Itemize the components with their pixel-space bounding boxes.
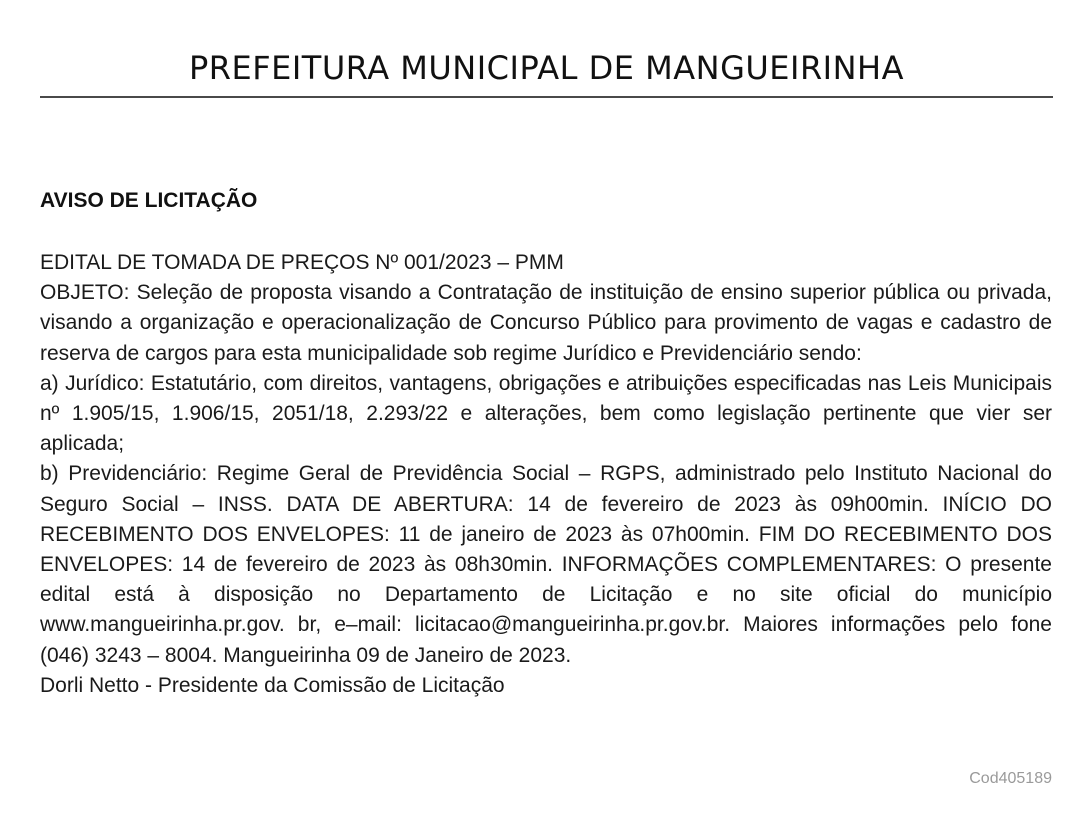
signature-line: Dorli Netto - Presidente da Comissão de Licitação: [40, 673, 505, 697]
page-title: PREFEITURA MUNICIPAL DE MANGUEIRINHA: [188, 49, 904, 87]
item-b-paragraph: b) Previdenciário: Regime Geral de Previdência Social – RGPS, administrado pelo Instituto Nacional do Seguro Social – INSS. DATA DE ABERTURA: 14 de fevereiro de 2023 às 09h00min. INÍCIO DO RECEBIMENTO DOS ENVELOPES: 11 de janeiro de 2023 às 07h00min. FIM DO RECEBIMENTO DOS ENVELOPES: 14 de fevereiro de 2023 às 08h30min. INFORMAÇÕES COMPLEMENTARES: O presente edital está à disposição no Departamento de Licitação e no site oficial do município www.mangueirinha.pr.gov. br, e–mail: licitacao@mangueirinha.pr.gov.br. Maiores informações pelo fone (046) 3243 – 8004. Mangueirinha 09 de Janeiro de 2023.: [40, 462, 1052, 667]
edital-line: EDITAL DE TOMADA DE PREÇOS Nº 001/2023 – PMM: [40, 251, 564, 274]
notice-title: AVISO DE LICITAÇÃO: [40, 189, 258, 212]
notice-body: [40, 248, 1052, 701]
page-header: [40, 46, 1053, 98]
publication-code: Cod405189: [969, 770, 1052, 787]
item-a-paragraph: a) Jurídico: Estatutário, com direitos, vantagens, obrigações e atribuições especificadas nas Leis Municipais nº 1.905/15, 1.906/15, 2051/18, 2.293/22 e alterações, bem como legislação pertinente que vier ser aplicada;: [40, 371, 1052, 456]
objeto-paragraph: OBJETO: Seleção de proposta visando a Contratação de instituição de ensino superior pública ou privada, visando a organização e operacionalização de Concurso Público para provimento de vagas e cadastro de reserva de cargos para esta municipalidade sob regime Jurídico e Previdenciário sendo:: [40, 281, 1052, 365]
